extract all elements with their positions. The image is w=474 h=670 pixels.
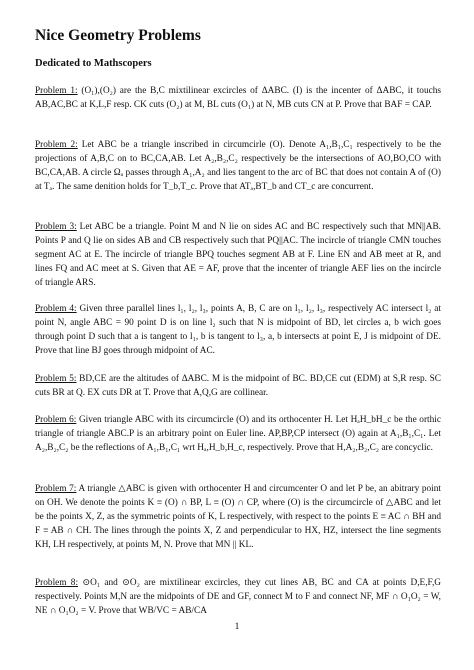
problem-8 — [35, 576, 441, 618]
problem-text: Let ABC be a triangle inscribed in circumcirle (O). Denote A₁,B₁,C₁ respectively to be the projections of A,B,C on to BC,CA,AB. Let A₂,B₂,C₂ respectively be the intersections of AO,BO,CO with BC,CA,AB. A circle Ωₐ passes through A₁,A₂ and lies tangent to the arc of BC that does not contain A of (O) at Tₐ. The same denition holds for T_b,T_c. Prove that ATₐ,BT_b and CT_c are concurrent. — [35, 140, 442, 193]
problem-6 — [35, 413, 441, 455]
problem-label: Problem 2: — [35, 140, 78, 150]
problem-label: Problem 4: — [35, 304, 77, 314]
problem-label: Problem 3: — [35, 222, 77, 232]
problem-7 — [35, 482, 441, 552]
problem-2 — [35, 138, 441, 194]
problem-text: (O₁),(O₂) are the B,C mixtilinear excircles of ΔABC. (I) is the incenter of ΔABC, it touchs AB,AC,BC at K,L,F resp. CK cuts (O₂) at M, BL cuts (O₁) at N, MB cuts CN at P. Prove that BAF = CAP. — [35, 86, 441, 111]
problem-label: Problem 6: — [35, 415, 77, 425]
problem-4 — [35, 302, 441, 358]
page-title: Nice Geometry Problems — [35, 27, 201, 44]
problem-label: Problem 1: — [35, 86, 78, 96]
problem-label: Problem 7: — [35, 484, 77, 494]
page-number: 1 — [234, 622, 240, 632]
problem-text: Given triangle ABC with its circumcircle (O) and its orthocenter H. Let HₐH_bH_c be the orthic triangle of triangle ABC.P is an arbitrary point on Euler line. AP,BP,CP intersect (O) again at A₁,B₁,C₁. Let A₂,B₂,C₂ be the reflections of A₁,B₁,C₁ wrt Hₐ,H_b,H_c, respectively. Prove that H,A₂,B₂,C₂ are concyclic. — [35, 415, 441, 454]
problem-text: BD,CE are the altitudes of ΔABC. M is the midpoint of BC. BD,CE cut (EDM) at S,R resp. SC cuts BR at Q. EX cuts DR at T. Prove that A,Q,G are collinear. — [35, 374, 441, 399]
dedication: Dedicated to Mathscopers — [35, 58, 152, 69]
problem-text: ⊙O₁ and ⊙O₂ are mixtilinear excircles, they cut lines AB, BC and CA at points D,E,F,G respectively. Points M,N are the midpoints of DE and GF, connect M to F and connect NF, MF ∩ O₁O₂ = W, NE ∩ O₁O₂ = V. Prove that WB/VC = AB/CA — [35, 578, 441, 617]
problem-3 — [35, 220, 441, 290]
problem-text: A triangle △ABC is given with orthocenter H and circumcenter O and let P be, an abitrary point on OH. We denote the points K ≡ (O) ∩ BP, L ≡ (O) ∩ CP, where (O) is the circumcircle of △ABC and let be the points X, Z, as the symmetric points of K, L respectively, with respect to the points E ≡ AC ∩ BH and F ≡ AB ∩ CH. The lines through the points X, Z and perpendicular to HX, HZ, intersect the line segments KH, LH respectively, at points M, N. Prove that MN || KL. — [35, 484, 441, 551]
problem-label: Problem 5: — [35, 374, 77, 384]
problem-text: Given three parallel lines l₁, l₂, l₃, points A, B, C are on l₁, l₂, l₃, respectively AC intersect l₂ at point N, angle ABC = 90 point D is on line l₂ such that N is midpoint of BD, let circles a, b wich goes through point D such that a is tangent to l₁, b is tangent to l₃, a, b intersects at point E, J is midpoint of DE. Prove that line BJ goes through midpoint of AC. — [35, 304, 441, 357]
problem-1 — [35, 84, 441, 112]
problem-text: Let ABC be a triangle. Point M and N lie on sides AC and BC respectively such that MN||AB. Points P and Q lie on sides AB and CB respectively such that PQ||AC. The incircle of triangle CMN touches segment AC at E. The incircle of triangle BPQ touches segment AB at F. Line EN and AB meet at R, and lines FQ and AC meet at S. Given that AE = AF, prove that the incenter of triangle AEF lies on the incircle of triangle ARS. — [35, 222, 442, 289]
problem-label: Problem 8: — [35, 578, 79, 588]
problem-5 — [35, 372, 441, 400]
